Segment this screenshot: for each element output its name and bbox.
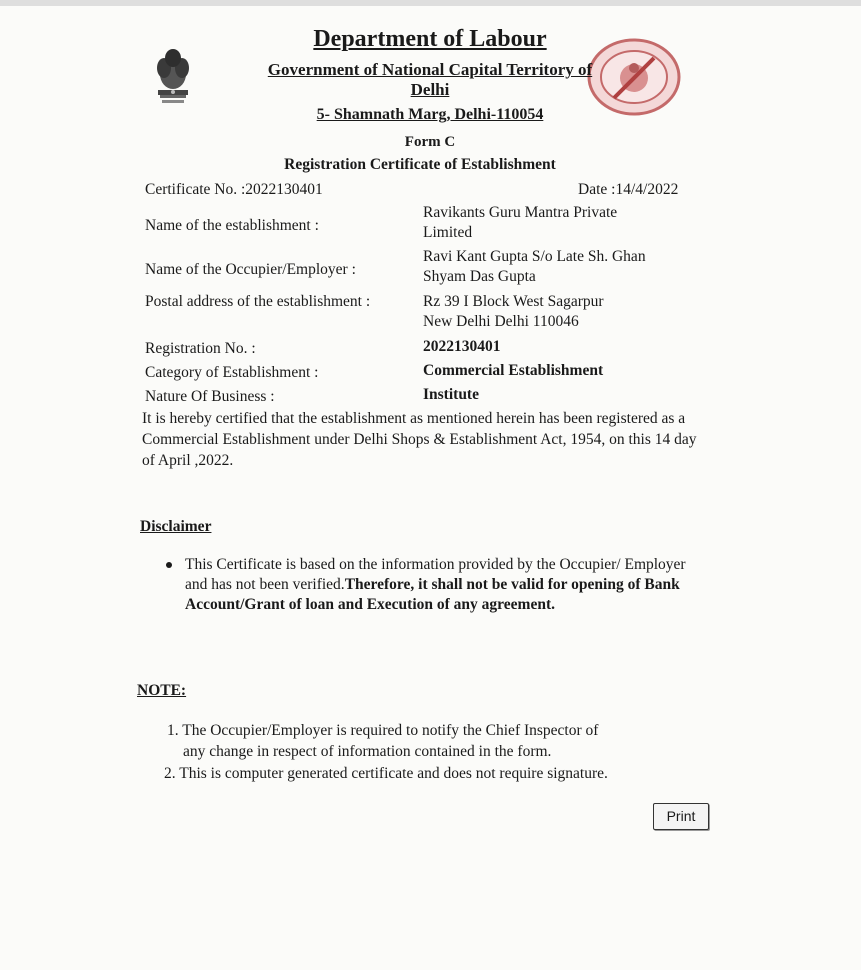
establishment-value-line-2: Limited	[423, 224, 473, 241]
scan-edge	[0, 0, 861, 6]
establishment-value-line-1: Ravikants Guru Mantra Private	[423, 204, 618, 221]
postal-address-label: Postal address of the establishment :	[145, 293, 371, 310]
print-button[interactable]: Print	[653, 803, 709, 830]
registration-value: 2022130401	[423, 338, 501, 355]
category-value: Commercial Establishment	[423, 362, 604, 379]
category-label: Category of Establishment :	[145, 364, 319, 381]
form-label: Form C	[404, 134, 456, 150]
occupier-value-line-1: Ravi Kant Gupta S/o Late Sh. Ghan	[423, 248, 646, 265]
government-line-1: Government of National Capital Territory of	[267, 60, 593, 79]
disclaimer-text	[185, 555, 705, 615]
disclaimer-text-normal: This Certificate is based on the information provided by the Occupier/ Employer and has not been verified.	[185, 556, 686, 593]
government-line-2: Delhi	[410, 80, 450, 99]
postal-address-line-2: New Delhi Delhi 110046	[423, 313, 579, 330]
department-address: 5- Shamnath Marg, Delhi-110054	[316, 106, 544, 123]
certificate-number-label: Certificate No. :	[145, 181, 246, 198]
certificate-number	[145, 180, 323, 200]
certificate-date	[578, 180, 678, 200]
registration-label: Registration No. :	[145, 340, 256, 357]
disclaimer-title: Disclaimer	[140, 518, 212, 535]
note-item-1-line-1: 1. The Occupier/Employer is required to notify the Chief Inspector of	[167, 722, 599, 739]
certificate-date-label: Date :	[578, 181, 616, 198]
certificate-date-value: 14/4/2022	[615, 181, 679, 198]
business-value: Institute	[423, 386, 479, 403]
establishment-label: Name of the establishment :	[145, 217, 319, 234]
certification-statement: It is hereby certified that the establishment as mentioned herein has been registered as a Commercial Establishment under Delhi Shops & Establishment Act, 1954, on this 14 day of April ,2022.	[142, 410, 697, 469]
occupier-value-line-2: Shyam Das Gupta	[423, 268, 536, 285]
occupier-label: Name of the Occupier/Employer :	[145, 261, 356, 278]
note-item-2: 2. This is computer generated certificate and does not require signature.	[164, 765, 608, 782]
note-item-1-line-2: any change in respect of information contained in the form.	[183, 743, 552, 760]
postal-address-line-1: Rz 39 I Block West Sagarpur	[423, 293, 604, 310]
note-title: NOTE:	[137, 682, 187, 699]
certificate-number-value: 2022130401	[245, 181, 323, 198]
department-title: Department of Labour	[313, 26, 547, 52]
business-label: Nature Of Business :	[145, 388, 275, 405]
disclaimer-text-bold: Therefore, it shall not be valid for opening of Bank Account/Grant of loan and Execution of any agreement.	[185, 576, 680, 613]
certificate-title: Registration Certificate of Establishment	[284, 156, 556, 173]
bullet-dot	[166, 562, 172, 568]
